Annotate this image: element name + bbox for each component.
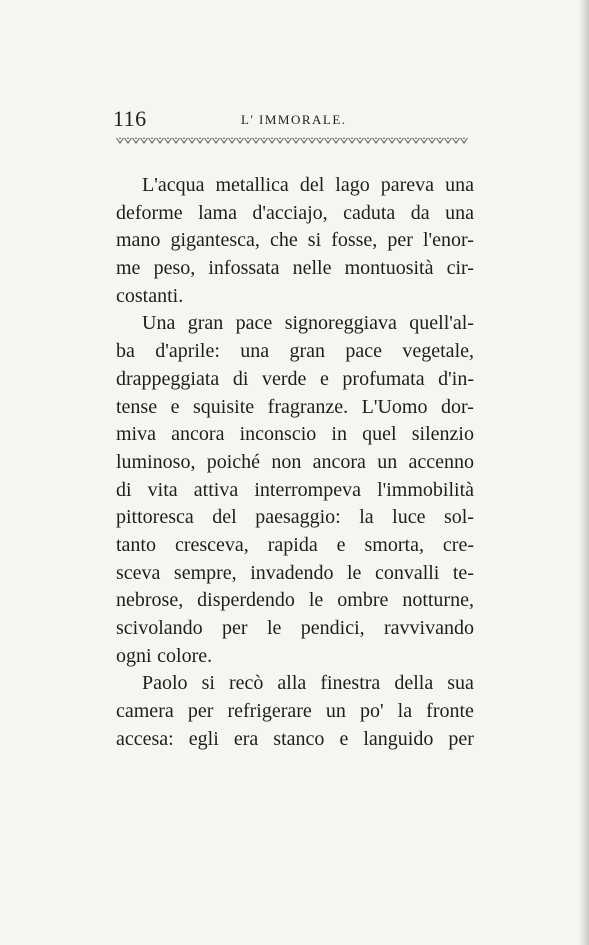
word: paesaggio: (255, 506, 341, 529)
word: sempre, (173, 561, 237, 584)
word: caduta (343, 201, 396, 224)
word: luce (392, 506, 426, 529)
text-line (116, 394, 474, 422)
word: la (359, 506, 374, 529)
word: Paolo (142, 672, 188, 695)
word: languido (363, 727, 434, 750)
word: me (116, 257, 141, 280)
word: vegetale, (402, 340, 474, 363)
word: stanco (273, 727, 325, 750)
word: e (319, 367, 329, 390)
text-line (116, 366, 474, 394)
word: gran (187, 312, 224, 335)
word: d'in- (438, 367, 474, 390)
word: montuosità (344, 257, 434, 280)
word: una (445, 174, 474, 196)
word: cresceva, (174, 533, 249, 556)
word: si (201, 672, 215, 695)
word: che (269, 229, 298, 252)
word: l'enor- (422, 229, 474, 252)
word: Una (142, 312, 176, 335)
word: te- (452, 561, 474, 584)
text-line (116, 449, 474, 477)
word: drappeggiata (116, 367, 220, 390)
word: mano (116, 229, 161, 252)
word: scivolando (116, 617, 203, 639)
word: inconscio (239, 423, 317, 446)
word: costanti. (116, 284, 184, 307)
word: era (233, 727, 259, 750)
word: deforme (116, 201, 183, 224)
word: metallica (215, 174, 289, 196)
word: e (339, 727, 349, 750)
word: fragranze. (267, 395, 349, 418)
word: invadendo (250, 561, 334, 584)
word: lago (335, 174, 370, 196)
text-line (116, 532, 474, 560)
text-line (116, 338, 474, 366)
text-line (116, 477, 474, 505)
word: la (397, 700, 413, 723)
word: miva (116, 423, 156, 446)
word: signoreggiava (284, 312, 397, 335)
word: per (187, 700, 214, 723)
word: notturne, (402, 589, 474, 612)
word: un (377, 450, 398, 473)
word: luminoso, (116, 450, 196, 473)
word: sua (447, 672, 474, 695)
word: per (448, 727, 474, 750)
text-line (116, 255, 474, 283)
word: nebrose, (116, 589, 184, 612)
word: ombre (337, 589, 389, 612)
word: e (170, 395, 180, 418)
word: camera (116, 700, 174, 723)
word: in (331, 423, 347, 446)
text-line (116, 172, 474, 200)
text-line (116, 283, 474, 311)
word: per (387, 229, 413, 252)
word: alla (277, 672, 307, 695)
word: si (307, 229, 322, 252)
word: sceva (116, 561, 161, 584)
word: gran (289, 340, 326, 363)
word: cre- (442, 533, 474, 556)
word: pace (345, 340, 383, 363)
word: cir- (446, 257, 474, 280)
word: ancora (312, 450, 366, 473)
text-line (116, 310, 474, 338)
word: fosse, (331, 229, 378, 252)
word: attiva (193, 478, 239, 501)
word: una (240, 340, 270, 363)
word: interrompeva (254, 478, 361, 501)
word: non (271, 450, 302, 473)
word: di (232, 367, 249, 390)
word: d'aprile: (155, 340, 220, 363)
word: vita (147, 478, 178, 501)
word: sol- (443, 506, 474, 529)
body-text (116, 172, 474, 753)
text-line (116, 726, 474, 754)
running-title: L' IMMORALE. (241, 112, 347, 127)
word: per (222, 617, 248, 639)
word: ancora (171, 423, 225, 446)
word: del (212, 506, 237, 529)
word: del (299, 174, 325, 196)
word: L'Uomo (361, 395, 428, 418)
word: da (410, 201, 430, 224)
page-header (113, 106, 483, 134)
word: infossata (208, 257, 280, 280)
word: nelle (292, 257, 332, 280)
word: disperdendo (197, 589, 295, 612)
word: della (394, 672, 434, 695)
word: poiché (206, 450, 261, 473)
word: egli (188, 727, 219, 750)
ornamental-rule (116, 136, 468, 146)
word: quell'al- (409, 312, 474, 335)
text-line (116, 421, 474, 449)
word: un (325, 700, 346, 723)
word: silenzio (411, 423, 474, 446)
word: peso, (153, 257, 196, 280)
word: le (347, 561, 362, 584)
word: pittoresca (116, 506, 194, 529)
word: quel (362, 423, 397, 446)
word: fronte (426, 700, 474, 723)
text-line (116, 560, 474, 588)
word: po' (359, 700, 384, 723)
text-line (116, 643, 474, 671)
word: ogni (116, 644, 152, 667)
word: accenno (408, 450, 474, 473)
text-line (116, 504, 474, 532)
word: accesa: (116, 727, 174, 750)
word: pendici, (300, 617, 365, 639)
word: le (308, 589, 324, 612)
word: d'acciajo, (252, 201, 328, 224)
text-line (116, 200, 474, 228)
word: refrigerare (227, 700, 312, 723)
word: profumata (342, 367, 425, 390)
word: l'immobilità (377, 478, 474, 501)
word: convalli (374, 561, 440, 584)
word: tanto (116, 533, 156, 556)
word: squisite (193, 395, 255, 418)
word: L'acqua (142, 174, 205, 196)
text-line (116, 615, 474, 643)
word: gigantesca, (170, 229, 260, 252)
word: verde (261, 367, 307, 390)
word: ravvivando (384, 617, 474, 639)
text-line (116, 587, 474, 615)
word: lama (198, 201, 237, 224)
text-line (116, 227, 474, 255)
word: ba (116, 340, 135, 363)
text-line (116, 698, 474, 726)
word: le (266, 617, 282, 639)
word: e (336, 533, 346, 556)
text-line (116, 670, 474, 698)
word: rapida (267, 533, 318, 556)
word: finestra (320, 672, 381, 695)
page-number: 116 (113, 106, 147, 131)
word: pace (235, 312, 273, 335)
word: smorta, (364, 533, 424, 556)
word: una (445, 201, 474, 224)
word: tense (116, 395, 158, 418)
word: di (116, 478, 132, 501)
word: recò (228, 672, 264, 695)
word: pareva (380, 174, 435, 196)
word: dor- (441, 395, 474, 418)
word: colore. (157, 644, 213, 667)
